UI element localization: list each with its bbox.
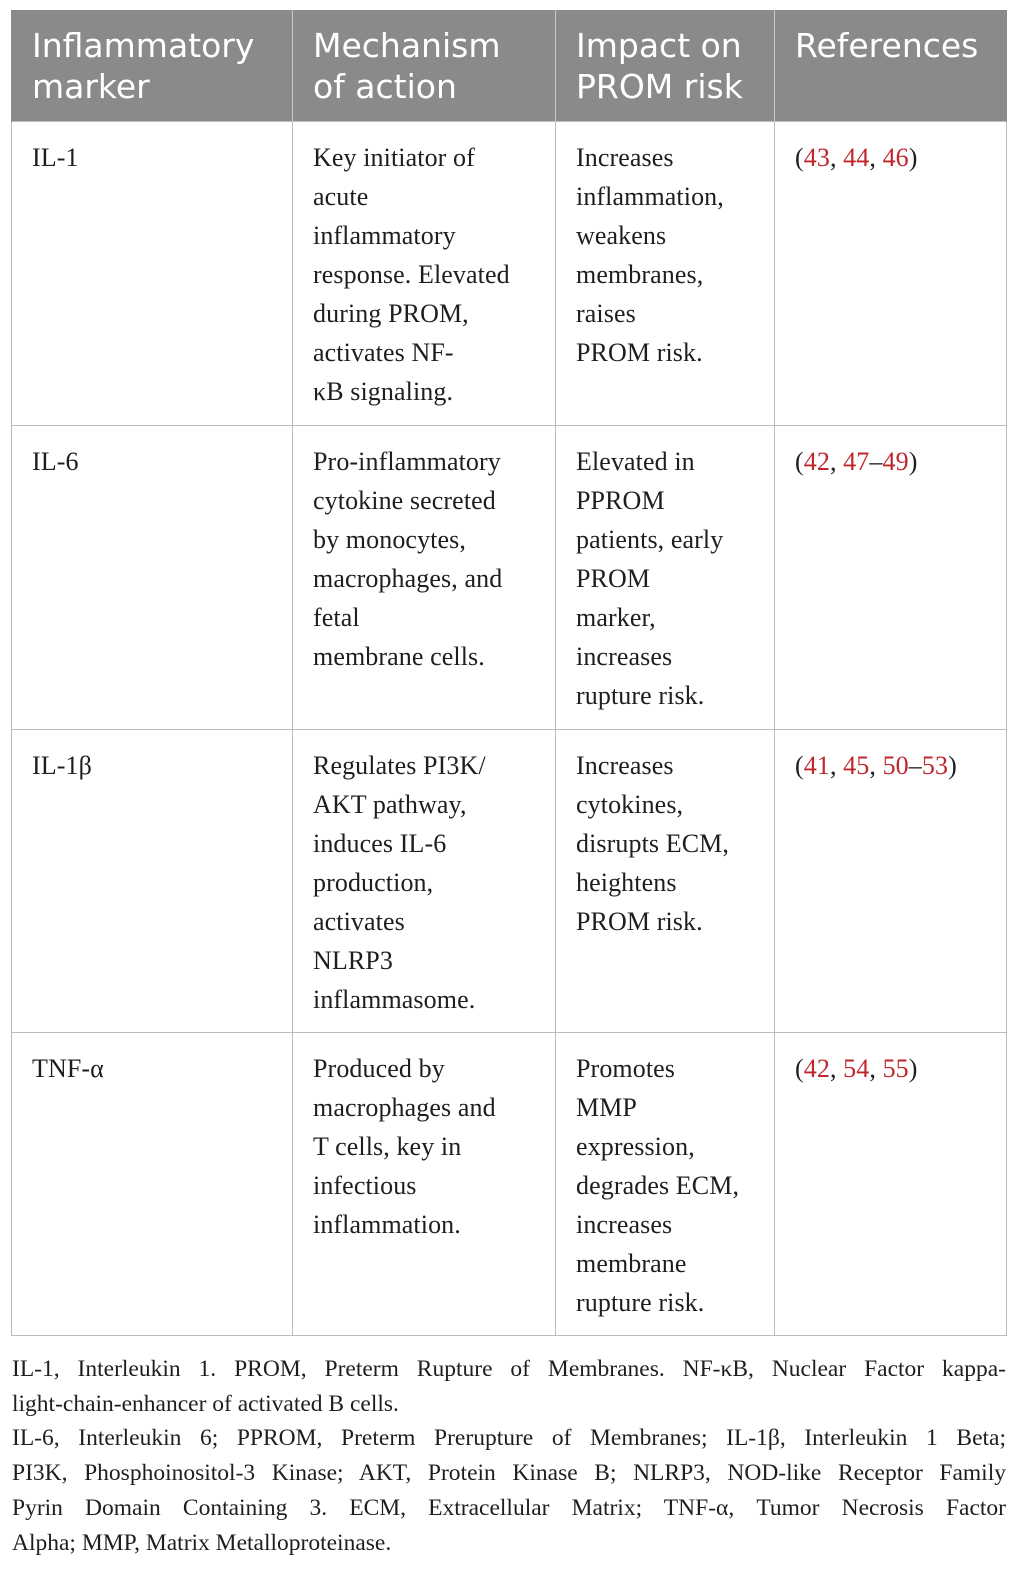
impact-line: raises	[576, 299, 636, 328]
reference-link[interactable]: 42	[803, 447, 830, 476]
impact-line: disrupts ECM,	[576, 829, 729, 858]
paren-close: )	[908, 1054, 918, 1083]
reference-link[interactable]: 44	[843, 143, 870, 172]
inflammatory-markers-table	[11, 10, 1007, 1336]
impact-line: PPROM	[576, 486, 665, 515]
header-mechanism-of-action	[293, 10, 556, 122]
references-line	[795, 138, 994, 177]
footnote-paragraph	[12, 1421, 1006, 1560]
ref-separator: ,	[869, 1054, 883, 1083]
cell-impact	[556, 122, 775, 426]
ref-separator: ,	[829, 143, 844, 172]
header-line: Mechanism	[313, 26, 501, 65]
mechanism-line: Produced by	[313, 1054, 445, 1083]
reference-link[interactable]: 45	[843, 751, 870, 780]
paren-close: )	[908, 447, 918, 476]
reference-link[interactable]: 41	[803, 751, 830, 780]
ref-separator: –	[908, 751, 922, 780]
marker-name: IL-1β	[32, 751, 92, 780]
mechanism-line: by monocytes,	[313, 525, 466, 554]
impact-line: cytokines,	[576, 790, 684, 819]
cell-mechanism	[293, 1033, 556, 1336]
mechanism-line: macrophages and	[313, 1093, 496, 1122]
cell-references	[775, 730, 1007, 1033]
reference-link[interactable]: 42	[803, 1054, 830, 1083]
header-impact-on-prom-risk	[556, 10, 775, 122]
table-row	[12, 1033, 1007, 1336]
table-header-row	[12, 10, 1007, 122]
reference-link[interactable]: 46	[882, 143, 909, 172]
table-row	[12, 730, 1007, 1033]
header-inflammatory-marker	[12, 10, 293, 122]
impact-line: expression,	[576, 1132, 695, 1161]
impact-line: patients, early	[576, 525, 724, 554]
cell-references	[775, 1033, 1007, 1336]
mechanism-line: AKT pathway,	[313, 790, 467, 819]
reference-link[interactable]: 54	[843, 1054, 870, 1083]
reference-link[interactable]: 47	[843, 447, 870, 476]
mechanism-line: production,	[313, 868, 434, 897]
reference-link[interactable]: 53	[921, 751, 949, 780]
references-line	[795, 442, 994, 481]
cell-marker	[12, 1033, 293, 1336]
footnote-line: light-chain-enhancer of activated B cells.	[12, 1390, 399, 1417]
impact-line: heightens	[576, 868, 677, 897]
mechanism-line: inflammasome.	[313, 985, 476, 1014]
mechanism-line: inflammatory	[313, 221, 456, 250]
header-line: PROM risk	[576, 67, 743, 106]
paren-close: )	[948, 751, 957, 780]
mechanism-line: κB signaling.	[313, 377, 454, 406]
impact-line: Promotes	[576, 1054, 676, 1083]
mechanism-line: macrophages, and	[313, 564, 503, 593]
mechanism-line: membrane cells.	[313, 642, 485, 671]
cell-marker	[12, 730, 293, 1033]
marker-name: TNF-α	[32, 1054, 104, 1083]
impact-line: Increases	[576, 751, 674, 780]
table-footnotes	[12, 1352, 1006, 1560]
cell-impact	[556, 426, 775, 730]
footnote-line: IL-6, Interleukin 6; PPROM, Preterm Prerupture of Membranes; IL-1β, Interleukin 1 Beta;	[12, 1425, 1006, 1452]
table-row	[12, 122, 1007, 426]
mechanism-line: response. Elevated	[313, 260, 510, 289]
reference-link[interactable]: 43	[803, 143, 830, 172]
ref-separator: ,	[869, 751, 883, 780]
impact-line: MMP	[576, 1093, 637, 1122]
ref-separator: ,	[829, 751, 844, 780]
data-table-container	[11, 10, 1006, 1336]
mechanism-line: inflammation.	[313, 1210, 461, 1239]
impact-line: rupture risk.	[576, 1288, 705, 1317]
cell-marker	[12, 426, 293, 730]
mechanism-line: Pro-inflammatory	[313, 447, 501, 476]
paren-open: (	[795, 447, 804, 476]
mechanism-line: Key initiator of	[313, 143, 475, 172]
header-line: Impact on	[576, 26, 742, 65]
impact-line: Increases	[576, 143, 674, 172]
references-line	[795, 746, 994, 785]
ref-separator: ,	[829, 447, 844, 476]
footnote-line: Pyrin Domain Containing 3. ECM, Extracellular Matrix; TNF-α, Tumor Necrosis Factor	[12, 1494, 1006, 1521]
cell-impact	[556, 730, 775, 1033]
impact-line: PROM	[576, 564, 651, 593]
impact-line: marker,	[576, 603, 656, 632]
cell-marker	[12, 122, 293, 426]
ref-separator: –	[869, 447, 883, 476]
marker-name: IL-6	[32, 447, 79, 476]
footnote-paragraph	[12, 1352, 1006, 1421]
cell-mechanism	[293, 122, 556, 426]
paren-open: (	[795, 751, 804, 780]
mechanism-line: activates NF-	[313, 338, 454, 367]
reference-link[interactable]: 50	[882, 751, 909, 780]
impact-line: PROM risk.	[576, 907, 703, 936]
impact-line: degrades ECM,	[576, 1171, 740, 1200]
paren-close: )	[908, 143, 918, 172]
ref-separator: ,	[829, 1054, 844, 1083]
mechanism-line: fetal	[313, 603, 360, 632]
cell-mechanism	[293, 426, 556, 730]
footnote-line: IL-1, Interleukin 1. PROM, Preterm Rupture of Membranes. NF-κB, Nuclear Factor kappa-	[12, 1356, 1006, 1382]
ref-separator: ,	[869, 143, 883, 172]
footnote-line: Alpha; MMP, Matrix Metalloproteinase.	[12, 1529, 392, 1556]
table-row	[12, 426, 1007, 730]
header-line: of action	[313, 67, 457, 106]
reference-link[interactable]: 49	[882, 447, 909, 476]
impact-line: increases	[576, 642, 673, 671]
impact-line: weakens	[576, 221, 667, 250]
mechanism-line: induces IL-6	[313, 829, 447, 858]
impact-line: rupture risk.	[576, 681, 705, 710]
cell-references	[775, 122, 1007, 426]
header-line: References	[795, 26, 979, 65]
mechanism-line: acute	[313, 182, 369, 211]
impact-line: PROM risk.	[576, 338, 703, 367]
impact-line: membranes,	[576, 260, 704, 289]
references-line	[795, 1049, 994, 1088]
paren-open: (	[795, 143, 804, 172]
mechanism-line: NLRP3	[313, 946, 393, 975]
reference-link[interactable]: 55	[882, 1054, 909, 1083]
header-line: marker	[32, 67, 150, 106]
mechanism-line: infectious	[313, 1171, 417, 1200]
header-references	[775, 10, 1007, 122]
header-line: Inflammatory	[32, 26, 255, 65]
impact-line: increases	[576, 1210, 673, 1239]
mechanism-line: activates	[313, 907, 405, 936]
mechanism-line: cytokine secreted	[313, 486, 496, 515]
mechanism-line: during PROM,	[313, 299, 469, 328]
mechanism-line: Regulates PI3K/	[313, 751, 486, 780]
marker-name: IL-1	[32, 143, 79, 172]
impact-line: inflammation,	[576, 182, 724, 211]
cell-references	[775, 426, 1007, 730]
cell-impact	[556, 1033, 775, 1336]
impact-line: membrane	[576, 1249, 687, 1278]
mechanism-line: T cells, key in	[313, 1132, 462, 1161]
footnote-line: PI3K, Phosphoinositol-3 Kinase; AKT, Protein Kinase B; NLRP3, NOD-like Receptor Family	[12, 1460, 1006, 1487]
paren-open: (	[795, 1054, 804, 1083]
impact-line: Elevated in	[576, 447, 695, 476]
cell-mechanism	[293, 730, 556, 1033]
